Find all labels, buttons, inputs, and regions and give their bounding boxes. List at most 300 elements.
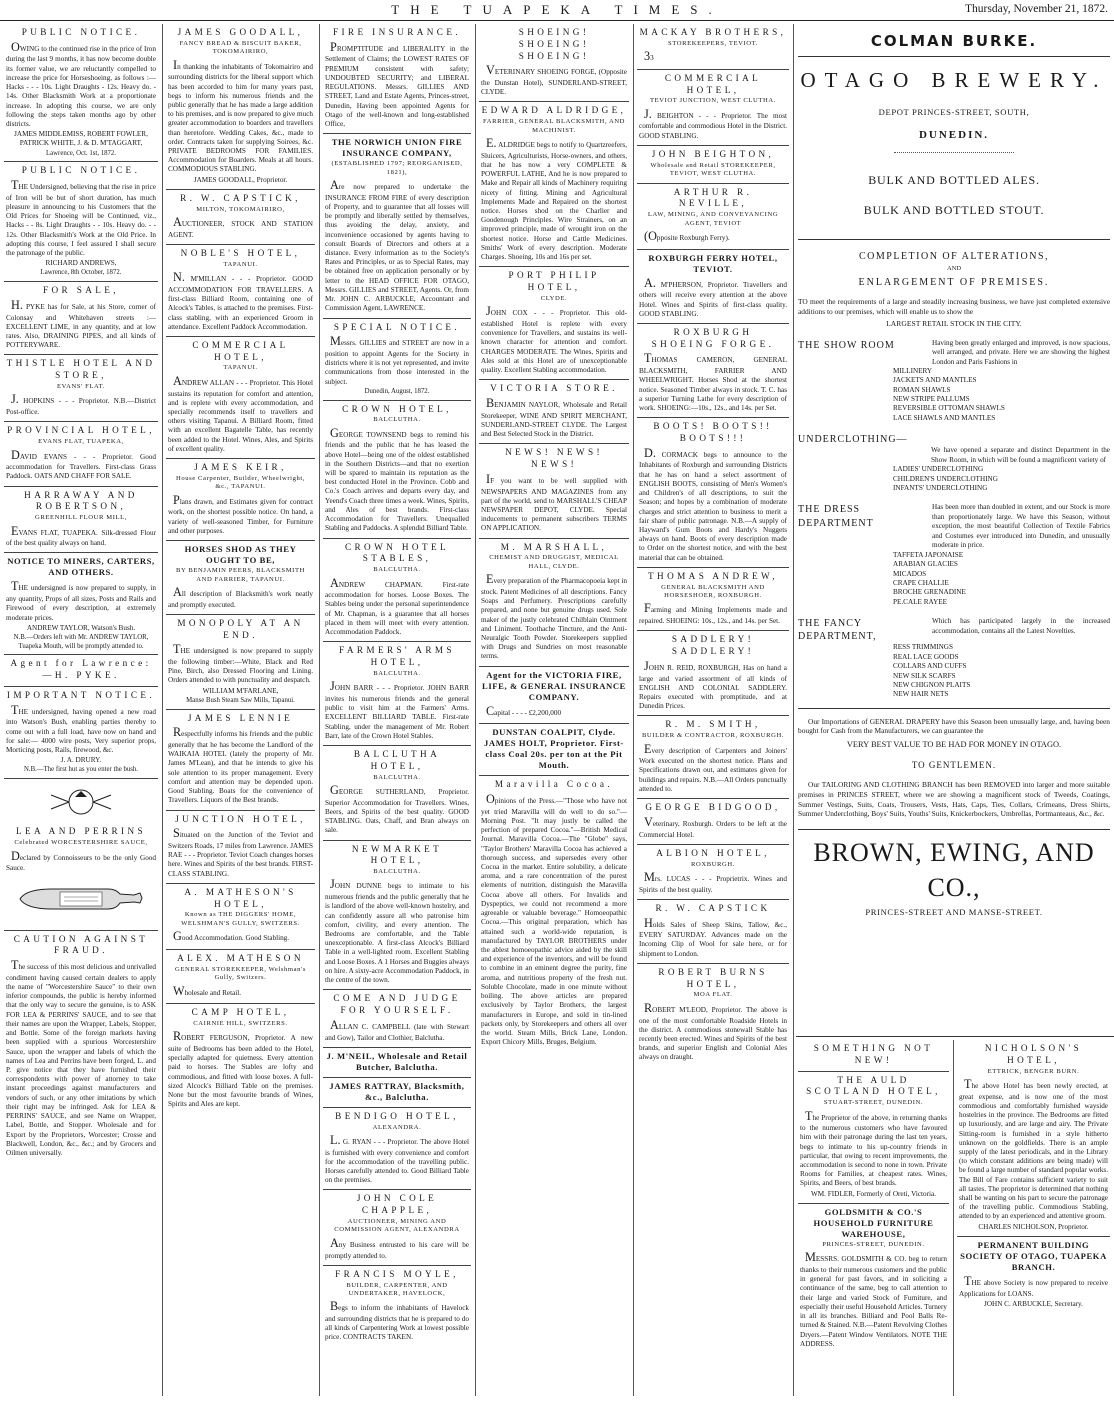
ad-subheading: CAIRNIE HILL, SWITZERS.: [193, 1019, 288, 1027]
enlargement-heading: ENLARGEMENT OF PREMISES.: [858, 276, 1050, 288]
advertisement: [4, 687, 158, 779]
ad-body: Veterinary, Roxburgh. Orders to be left at the Commercial Hotel.: [639, 814, 787, 839]
ad-body: Opinions of the Press.—"Those who have not yet tried Maravilla will do well to do so."—Morning Post. "It may justly be called the perfection of prepared Cocoa."—British Medical Journal. Maravilla Cocoa.—The "Globe" says, "Taylor Brothers' Maravilla Cocoa has achieved a thorough success, and supersedes every other Cocoa in the market. Entire solubility, a delicate aroma, and a rare concentration of the purest elements of nutrition, distinguish the Maravilla Cocoa above all others. For Invalids and Dyspeptics, we could not recommend a more agreeable or valuable beverage." Homoeopathic Cocoa.—This original preparation, which has attained such a world-wide reputation, is manufactured by TAYLOR BROTHERS under the ablest homoeopathic advice aided by the skill and experience of the inventors, and will be found to combine in an eminent degree the purity, fine aroma, and nutritious property of the fresh nut. Soluble Chocolate, made in one minute without boiling. The above articles are prepared exclusively by Taylor Brothers, the largest manufacturers in Europe, and sold in tin-lined packets only, by Storekeepers and others all over the world. Steam Mills, Brick Lane, London. Export Chicory Mills, Bruges, Belgium.: [481, 792, 627, 1047]
underclothing-list: [893, 465, 1110, 493]
ad-body: All description of Blacksmith's work neatly and promptly executed.: [168, 584, 313, 609]
advertisement: [479, 724, 629, 776]
ad-subheading: ETTRICK, BENGER BURN.: [987, 1067, 1080, 1075]
ad-heading: CAMP HOTEL,: [191, 1007, 290, 1018]
ad-heading: SOMETHING NOT NEW!: [813, 1043, 934, 1065]
advertisement: [637, 250, 789, 324]
advertisement: [637, 900, 789, 964]
ad-heading: R. W. CAPSTICK: [655, 902, 771, 913]
advertisement: [323, 1108, 471, 1191]
ad-body: GEORGE SUTHERLAND, Proprietor. Superior Accommodation for Travellers. Wines, Beers, and Spirits of the best quality. GOOD STABLING. Oats, Chaff, and Bran always on sale.: [325, 782, 469, 835]
ad-heading: R. M. SMITH,: [665, 719, 761, 730]
ad-heading: NICHOLSON'S HOTEL,: [984, 1043, 1083, 1065]
advertisement: [479, 539, 629, 667]
ad-heading: Agent for the VICTORIA FIRE, LIFE, & GENERAL INSURANCE COMPANY.: [482, 669, 626, 702]
ad-subheading: BUILDER, CARPENTER, AND UNDERTAKER, HAVELOCK,: [346, 1281, 448, 1297]
advertisement: [323, 1190, 471, 1265]
dress-item: CRAPE CHALLIE: [893, 579, 949, 588]
show-room-item: NEW STRIPE PALLUMS: [893, 395, 970, 404]
advertisement: [637, 146, 789, 184]
ad-subheading: MOA FLAT.: [693, 991, 733, 999]
ad-heading: COME AND JUDGE FOR YOURSELF.: [333, 993, 461, 1016]
advertisement: [637, 418, 789, 568]
advertisement: [479, 24, 629, 102]
ad-heading: FARMERS' ARMS HOTEL,: [339, 645, 455, 668]
ad-body: The above Hotel has been newly erected, at great expense, and is now one of the most commodious and comfortably furnished wayside hostelries in the province. The Bedrooms are fitted up luxuriously, and are large and airy. The Private Sitting-room is furnished in a style hitherto unknown on the goldfields. There is an ample supply of the latest periodicals, and in the Library (to which constant additions are being made) will be found a large number of standard popular works. The Bill of Fare contains sufficient variety to suit all tastes. The proprietor is determined that nothing shall be wanting on his part to secure the patronage of the travelling public. Commodious Stabling, attended to by an experienced and attentive groom.: [959, 1076, 1108, 1221]
ad-body: In thanking the inhabitants of Tokomairiro and surrounding districts for the liberal support which has been accorded to him for many years past, begs to inform his numerous friends and the public generally that he has made a large addition to his premises, and is now prepared to give much greater accommodation to boarders and travellers than heretofore. Wedding Cakes, &c., made to order. Contracts taken for supplying Soirees, &c. PRIVATE BEDROOMS FOR FAMILIES. Accommodation for Boarders. Meals at all hours. COMMODIOUS STABLING.: [168, 57, 313, 174]
show-room-item: MILLINERY: [893, 367, 933, 376]
ad-subheading: Celebrated WORCESTERSHIRE SAUCE,: [14, 839, 148, 847]
ad-subheading: BALCLUTHA.: [373, 416, 421, 424]
ad-signature: JAMES MIDDLEMISS, ROBERT FOWLER, PATRICK WHITE, J. & D. M'TAGGART,: [14, 130, 148, 148]
advertisement: [166, 710, 315, 811]
ad-body: EVANS FLAT, TUAPEKA. Silk-dressed Flour of the best quality always on hand.: [6, 523, 156, 548]
depot-address: DEPOT PRINCES-STREET, SOUTH,: [878, 106, 1030, 117]
advertisement: [637, 24, 789, 70]
ad-heading: J. M'NEIL, Wholesale and Retail Butcher, Balclutha.: [326, 1050, 468, 1072]
ad-body: Capital - - - - £2,200,000: [486, 703, 562, 718]
ad-subheading: CHEMIST AND DRUGGIST, MEDICAL HALL, CLYDE.: [489, 554, 619, 570]
advertisement: [166, 190, 315, 245]
ad-heading: JUNCTION HOTEL,: [175, 813, 306, 824]
ad-body: (Opposite Roxburgh Ferry).: [644, 228, 730, 243]
advertisement: [4, 779, 158, 931]
advertisement: [4, 553, 158, 655]
ad-body: Every preparation of the Pharmacopoeia kept in stock. Patent Medicines of all descriptions. Fancy Soaps and Perfumery. Prescriptions carefully prepared, and none but genuine drugs used. Sole maker of the justly celebrated Chilblain Ointment and Liniment. Toothache Tincture, and the Anti-Neuralgic Tooth Powder. Storekeepers supplied with Drugs and Sundries on most reasonable terms.: [481, 572, 627, 661]
ad-heading: ALBION HOTEL,: [656, 847, 770, 858]
ad-subheading: BALCLUTHA.: [373, 669, 421, 677]
ad-body: THE undersigned is now prepared to supply the following timber:—White, Black and Red Pine, Birch, also Dressed Flooring and Lining. Orders attended to with punctuality and despatch.: [168, 642, 313, 685]
ad-heading: JAMES RATTRAY, Blacksmith, &c., Balclutha.: [329, 1080, 465, 1102]
ad-heading: JAMES KEIR,: [194, 462, 287, 473]
ad-signature: JAMES GOODALL, Proprietor.: [193, 175, 288, 184]
ad-body: Mrs. LUCAS - - - Proprietrix. Wines and Spirits of the best quality.: [639, 869, 787, 894]
ad-heading: BOOTS! BOOTS!! BOOTS!!!: [653, 421, 773, 443]
ad-subheading: LAW, MINING, AND CONVEYANCING AGENT, TEVIOT: [647, 211, 779, 227]
brown-ewing-advertisement: [798, 24, 1110, 1039]
ad-heading: NOBLE'S HOTEL,: [180, 248, 301, 258]
ad-heading: ROXBURGH SHOEING FORGE.: [651, 326, 775, 349]
fancy-item: NEW CHIGNON PLAITS: [893, 680, 971, 689]
advertisement: [479, 667, 629, 725]
ad-body: L. G. RYAN - - - Proprietor. The above Hotel is furnished with every convenience and comfort for the accommodation of the travelling public. Horses carefully attended to. Good Billiard Table on the premises.: [325, 1132, 469, 1185]
fancy-item: RESS TRIMMINGS: [893, 643, 953, 652]
advertisement: [166, 884, 315, 950]
advertisement: [166, 950, 315, 1004]
ad-heading: BALCLUTHA HOTEL,: [353, 749, 441, 771]
ad-signature: RICHARD ANDREWS,: [45, 259, 117, 268]
ad-heading: THE AULD SCOTLAND HOTEL,: [806, 1074, 941, 1097]
ad-subheading: EVANS FLAT, TUAPEKA,: [38, 438, 124, 446]
fancy-item: NEW HAIR NETS: [893, 690, 949, 699]
advertisement: [479, 102, 629, 267]
ad-footer: Lawrence, 8th October, 1872.: [40, 269, 122, 277]
ad-body: THE undersigned, having opened a new road into Watson's Bush, enabling parties thereby to come out with a full load, have now on hand and for sale:— 4000 wire posts, Very superior props, Morticing posts, Rails, firewood, &c.: [6, 702, 156, 754]
ad-subheading: BALCLUTHA.: [373, 773, 421, 781]
advertisement: [637, 568, 789, 632]
underclothing-item: INFANTS' UNDERCLOTHING: [893, 484, 988, 493]
dress-item: TAFFETA JAPONAISE: [893, 550, 964, 559]
ad-signature: JOHN C. ARBUCKLE, Secretary.: [984, 1299, 1083, 1308]
ad-heading: THOMAS ANDREW,: [648, 570, 778, 581]
ad-footer: N.B.—Orders left with Mr. ANDREW TAYLOR, Tuapeka Mouth, will be promptly attended to.: [13, 633, 149, 650]
ad-body: IF you want to be well supplied with NEWSPAPERS AND MAGAZINES from any part of the world, send to MARSHALL'S CHEAP NEWSPAPER DEPOT, CLYDE. Special inducements to permanent subscribers TERMS ON APPLICATION.: [481, 471, 627, 533]
newspaper-title: THE TUAPEKA TIMES.: [391, 2, 723, 17]
dress-item: MICADOS: [893, 569, 927, 578]
ad-subheading: BALCLUTHA.: [373, 868, 421, 876]
ad-heading: DUNSTAN COALPIT, Clyde. JAMES HOLT, Proprietor. First-class Coal 20s. per ton at the Pit Mouth.: [484, 727, 624, 771]
advertisement: [637, 631, 789, 716]
column-rule: [475, 24, 476, 1396]
underclothing-text: We have opened a separate and distinct Department in the Show Room, in which will be found a magnificent variety of: [931, 446, 1110, 464]
advertisement: [4, 487, 158, 554]
ad-body: H. PYKE has for Sale, at his Store, corner of Colonsay and Whitehaven streets :— EXCELLENT LIME, in any quantity, and at low rates. Also, DRAINING PIPES, and all kinds of POTTERYWARE.: [6, 297, 156, 350]
fancy-department-text: Which has participated largely in the increased accommodation, contains all the Latest Novelties.: [932, 617, 1110, 635]
advertisement: [323, 134, 471, 318]
advertisement: [957, 1237, 1110, 1313]
masthead: [0, 0, 1114, 21]
ad-subheading: AUCTIONEER, MINING AND COMMISSION AGENT, ALEXANDRA: [334, 1218, 460, 1234]
ad-heading: M. MARSHALL,: [500, 541, 608, 552]
ad-heading: Agent for Lawrence:—H. PYKE.: [10, 658, 152, 681]
column-5: [637, 24, 789, 1396]
ad-body: ANDREW ALLAN - - - Proprietor. This Hotel sustains its reputation for comfort and attention, and is replete with every accommodation, and specially recommends itself to travellers and others visiting Tapanui. A Billiard Room, fitted with an excellent Bagatelle Table, has recently been added to the Hotel. Wines, Ales, and Spirits of excellent quality.: [168, 373, 313, 453]
ad-heading: PUBLIC NOTICE.: [21, 27, 141, 37]
advertisement: [166, 245, 315, 337]
ad-heading: GOLDSMITH & CO.'S HOUSEHOLD FURNITURE WAREHOUSE,: [813, 1206, 934, 1239]
advertisement: [323, 24, 471, 134]
ad-body: J. BEIGHTON - - - Proprietor. The most comfortable and commodious Hotel in the District. GOOD STABLING.: [639, 106, 787, 140]
dress-list: [893, 551, 1110, 607]
ad-body: THOMAS CAMERON, GENERAL BLACKSMITH, FARRIER AND WHEELWRIGHT. Horses Shod at the shortest notice. Seasoned Timber always in stock. T. C. has a superior Turning Lathe for every description of work. SHOEING:—10s., 12s., and 14s. per Set.: [639, 351, 787, 412]
advertisement: [637, 70, 789, 146]
advertisement: [4, 162, 158, 282]
underclothing-item: CHILDREN'S UNDERCLOTHING: [893, 474, 998, 483]
advertisement: [166, 1004, 315, 1113]
ad-heading: NEWMARKET HOTEL,: [351, 843, 443, 866]
advertisement: [323, 1048, 471, 1078]
ad-body: A. M'PHERSON, Proprietor. Travellers and others will receive every attention at the above Hotel. Wines and Spirits of first-class quality. GOOD STABLING.: [639, 275, 787, 318]
fancy-item: NEW SILK SCARFS: [893, 671, 956, 680]
advertisement: [323, 746, 471, 841]
ad-heading: CAUTION AGAINST FRAUD.: [13, 933, 149, 956]
ad-heading: JOHN BEIGHTON,: [651, 148, 775, 159]
column-4: [479, 24, 629, 1396]
column-2: [166, 24, 315, 1396]
ad-heading: PORT PHILIP HOTEL,: [508, 270, 600, 293]
royal-crest-icon: [6, 785, 156, 822]
show-room-text: Having been greatly enlarged and improved, is now spacious, well arranged, and private. Here we are showing the highest London and Paris Fashions in: [932, 338, 1110, 366]
advertisement: [323, 990, 471, 1047]
ad-body: AUCTIONEER, STOCK AND STATION AGENT.: [168, 215, 313, 239]
advertisement: [4, 655, 158, 687]
ad-heading: FIRE INSURANCE.: [332, 27, 462, 37]
ad-body: The success of this most delicious and unrivalled condiment having caused certain dealers to apply the name of "Worcestershire Sauce" to their own inferior compounds, the public is hereby informed that the only way to secure the genuine, is to ASK FOR LEA & PERRINS' SAUCE, and to see that their names are upon the Wrapper, Labels, Stopper, and Bottle. Some of the foreign markets having been supplied with a spurious Worcestershire Sauce, upon the wrapper and labels of which the names of Lea and Perrins have been forged, L. and P. give notice that they have furnished their correspondents with power of attorney to take instant proceedings against manufacturers and vendors of such, or any other imitations by which their right may be infringed. Ask for LEA & PERRINS' SAUCE, and see Name on Wrapper, Label, Bottle, and Stopper. Wholesale and for Export by the Proprietors, Worcester; Crosse and Blackwell, London, &c., &c.; and by Grocers and Oilmen universally.: [6, 958, 156, 1157]
ad-body: 33: [644, 49, 654, 64]
advertisement: [323, 319, 471, 401]
ad-heading: JAMES GOODALL,: [177, 27, 304, 37]
bulk-stout: BULK AND BOTTLED STOUT.: [863, 203, 1045, 218]
ad-heading: LEA AND PERRINS: [15, 826, 147, 837]
advertisement: [4, 422, 158, 486]
ad-heading: EDWARD ALDRIDGE,: [481, 105, 627, 116]
issue-date: Thursday, November 21, 1872.: [965, 3, 1108, 15]
ad-footer: Lawrence, Oct. 1st, 1872.: [45, 149, 117, 157]
advertisement: [637, 799, 789, 845]
advertisement: [166, 615, 315, 710]
dress-department-heading: THE DRESS DEPARTMENT: [798, 504, 874, 529]
ad-heading: ALEX. MATHESON: [177, 952, 304, 963]
ad-heading: SADDLERY! SADDLERY!: [671, 634, 755, 657]
ad-heading: ARTHUR R. NEVILLE,: [673, 186, 753, 209]
ad-body: JOHN R. REID, ROXBURGH, Has on hand a large and varied assortment of all kinds of ENGLISH AND COLONIAL SADDLERY. Repairs executed with promptitude, and at Dunedin Prices.: [639, 658, 787, 711]
underclothing-heading: UNDERCLOTHING—: [798, 434, 908, 446]
ad-heading: PERMANENT BUILDING SOCIETY OF OTAGO, TUAPEKA BRANCH.: [960, 1239, 1107, 1272]
ad-subheading: EVANS' FLAT.: [56, 382, 106, 390]
ad-footer: Dunedin, August, 1872.: [364, 387, 430, 395]
ad-heading: MACKAY BROTHERS,: [639, 27, 787, 37]
ad-body: DAVID EVANS - - - Proprietor. Good accommodation for Travellers. First-class Grass Paddock. OATS AND CHAFF FOR SALE.: [6, 447, 156, 481]
ad-heading: MONOPOLY AT AN END.: [177, 617, 304, 640]
ad-body: GEORGE TOWNSEND begs to remind his friends and the public that he has leased the above Hotel—being one of the oldest established in the Southern Districts—and that no exertion will be spared to maintain its reputation as the best conducted Hotel in the Province. Cobb and Co.'s Coach arrives and departs every day, and Yeend's Coach three times a week. Wines, Spirits, and Ales of best brands. First-class Accommodation for Travellers. Unequalled Stabling and Paddocks. A splendid Billiard Table.: [325, 425, 469, 533]
ad-body: Every description of Carpenters and Joiners' Work executed on the shortest notice. Plans and Specifications drawn out, and estimates given for buildings and repairs. N.B.—All Orders punctually attended to.: [639, 741, 787, 793]
column-7: [957, 1040, 1110, 1396]
ad-subheading: GENERAL BLACKSMITH AND HORSESHOER, ROXBURGH.: [661, 583, 765, 600]
ad-subheading: GREENHILL FLOUR MILL,: [34, 514, 128, 522]
ad-subheading: BY BENJAMIN PEERS, BLACKSMITH AND FARRIER, TAPANUI.: [176, 567, 305, 583]
advertisement: [323, 1266, 471, 1347]
advertisement: [323, 401, 471, 539]
ad-heading: BENDIGO HOTEL,: [335, 1110, 459, 1121]
advertisement: [637, 845, 789, 900]
ad-heading: FOR SALE,: [42, 285, 120, 296]
ad-heading: COMMERCIAL HOTEL,: [664, 72, 762, 95]
advertisement: [957, 1040, 1110, 1237]
ad-body: Declared by Connoisseurs to be the only Good Sauce.: [6, 848, 156, 873]
advertisement: [166, 459, 315, 541]
ad-heading: SHOEING! SHOEING! SHOEING!: [518, 27, 590, 61]
ad-footer: Manse Bush Steam Saw Mills, Tapanui.: [186, 696, 295, 704]
advertisement: [323, 539, 471, 643]
advertisement: [479, 380, 629, 444]
advertisement: [4, 282, 158, 355]
ad-body: ANDREW CHAPMAN. First-rate accommodation for horses. Loose Boxes. The Stables being under the personal superintendence of Mr. Chapman, is a guarantee that all horses placed in them will meet with every attention. Accommodation Paddock.: [325, 575, 469, 637]
show-room-item: JACKETS AND MANTLES: [893, 376, 977, 385]
ad-body: JOHN BARR - - - Proprietor. JOHN BARR invites his numerous friends and the general public to visit him at the Farmers' Arms. EXCELLENT BILLIARD TABLE. First-rate Stabling, under the management of Mr. Robert Barr, late of the Crown Hotel Stables.: [325, 679, 469, 740]
ad-body: PROMPTITUDE and LIBERALITY in the Settlement of Claims; the LOWEST RATES OF PREMIUM consistent with safety; UNDOUBTED SECURITY; and LIBERAL REGULATIONS. Messrs. GILLIES AND STREET, Land and Estate Agents, Princes-street, Dunedin, Having been appointed Agents for Otago of the well-known and long-established Office,: [325, 39, 469, 128]
ad-heading: CROWN HOTEL STABLES,: [344, 541, 449, 564]
colman-burke-heading: COLMAN BURKE.: [870, 32, 1038, 50]
ad-footer: N.B.—The first hut as you enter the bush.: [23, 766, 139, 774]
show-room-heading: THE SHOW ROOM: [798, 339, 895, 351]
ad-body: Good Accommodation. Good Stabling.: [173, 929, 290, 944]
ad-subheading: TAPANUI.: [223, 364, 258, 372]
ad-heading: GEORGE BIDGOOD,: [645, 802, 781, 813]
dress-item: BROCHE GRENADINE: [893, 588, 966, 597]
column-rule: [319, 24, 320, 1396]
ad-subheading: FARRIER, GENERAL BLACKSMITH, AND MACHINIST.: [482, 118, 626, 134]
ad-signature: WILLIAM M'FARLANE,: [202, 686, 279, 695]
ad-signature: WM. FIDLER, Formerly of Oreti, Victoria.: [811, 1189, 936, 1198]
and-word: AND: [946, 265, 962, 273]
advertisement: [479, 267, 629, 380]
fancy-department-heading: THE FANCY DEPARTMENT,: [798, 618, 877, 643]
to-gentlemen-heading: TO GENTLEMEN.: [911, 760, 997, 771]
advertisement: [166, 811, 315, 884]
ad-subheading: STUART-STREET, DUNEDIN.: [823, 1099, 924, 1107]
column-1: [4, 24, 158, 1396]
fancy-list: [893, 643, 1110, 699]
ad-body: THE Undersigned, believing that the rise in price of Iron will be but of short duration, has much pleasure in announcing to his Customers that the Old Prices for Shoeing will be Continued, viz., Hacks - - 8s. Light Draughts - - 10s. Heavy do. - - 12s. Other Blacksmith's Work at the Old Price. In adopting this course, I feel assured I shall secure the patronage of the public.: [6, 178, 156, 258]
column-3: [323, 24, 471, 1396]
largest-stock: LARGEST RETAIL STOCK IN THE CITY.: [886, 318, 1022, 328]
ad-heading: PUBLIC NOTICE.: [21, 165, 141, 176]
advertisement: [166, 541, 315, 615]
ad-subheading: TEVIOT JUNCTION, WEST CLUTHA.: [649, 97, 776, 105]
ad-subheading: ALEXANDRA.: [372, 1123, 422, 1131]
show-room-item: REVERSIBLE OTTOMAN SHAWLS: [893, 404, 1005, 413]
ad-body: D. CORMACK begs to announce to the Inhabitants of Roxburgh and surrounding Districts that he has on hand a select assortment of ENGLISH BOOTS, consisting of Men's Women's and Children's of all descriptions, to suit the Season; and hopes by a combination of moderate charges and strict attention to business to merit a fair share of public patronage. N.B.—A supply of Hayward's Gum Boots and Hardy's Nuggets always on hand. Boots of every description made to Order on the shortest notice, and with the best material that can be obtained.: [639, 445, 787, 562]
ad-body: Begs to inform the inhabitants of Havelock and surrounding districts that he is prepared to do all kinds of Carpentering Work at lowest possible price. CONTRACTS TAKEN.: [325, 1299, 469, 1342]
column-rule: [953, 1040, 954, 1396]
show-room-list: [893, 367, 1110, 423]
advertisement: [166, 24, 315, 190]
ad-heading: CROWN HOTEL,: [342, 403, 452, 414]
ad-body: Situated on the Junction of the Teviot and Switzers Roads, 17 miles from Lawrence. JAMES RAE - - - Proprietor. Teviot Coach changes horses here. Wines and Spirits of the best brands. FIRST-CLASS STABLING.: [168, 826, 313, 878]
ad-body: Farming and Mining Implements made and repaired. SHOEING: 10s., 12s., and 14s. per Set.: [639, 601, 787, 626]
ad-subheading: TAPANUI.: [223, 260, 258, 268]
ad-heading: FRANCIS MOYLE,: [335, 1268, 459, 1279]
ad-body: N. M'MILLAN - - - Proprietor. GOOD ACCOMMODATION FOR TRAVELLERS. A first-class Billiard Room, containing one of Alcock's Tables, is attached to the premises. First-class stabling, with an experienced Groom in attendance. Excellent Paddock Accommodation.: [168, 270, 313, 331]
ad-heading: R. W. CAPSTICK,: [180, 192, 301, 203]
ad-subheading: CLYDE.: [540, 294, 568, 302]
fancy-item: COLLARS AND CUFFS: [893, 662, 967, 671]
advertisement: [323, 1078, 471, 1108]
bulk-ales: BULK AND BOTTLED ALES.: [868, 173, 1040, 188]
ad-body: Plans drawn, and Estimates given for contract work, on the shortest possible notice. On hand, a variety of well-seasoned Timber, for Furniture and other purposes.: [168, 492, 313, 535]
ad-subheading: PRINCES-STREET, DUNEDIN.: [822, 1240, 925, 1248]
ad-heading: JOHN COLE CHAPPLE,: [356, 1193, 438, 1216]
column-rule: [162, 24, 163, 1396]
ad-body: Wholesale and Retail.: [173, 983, 242, 998]
ad-signature: CHARLES NICHOLSON, Proprietor.: [978, 1222, 1089, 1231]
ad-subheading: Wholesale and Retail STOREKEEPER, TEVIOT, WEST CLUTHA.: [650, 161, 776, 178]
fancy-item: REAL LACE GOODS: [893, 652, 959, 661]
ad-subheading: STOREKEEPERS, TEVIOT.: [667, 39, 759, 47]
advertisement: [798, 1040, 949, 1072]
ad-heading: HORSES SHOD AS THEY OUGHT TO BE,: [184, 544, 297, 566]
ad-subheading: Known as THE DIGGERS' HOME, WELSHMAN'S GULLY, SWITZERS.: [181, 911, 300, 927]
ad-subheading: FANCY BREAD & BISCUIT BAKER, TOKOMAIRIRO,: [179, 39, 302, 56]
advertisement: [637, 324, 789, 418]
show-room-item: ROMAN SHAWLS: [893, 385, 951, 394]
ad-subheading: (ESTABLISHED 1797; REORGANISED, 1821),: [331, 160, 463, 176]
brown-ewing-address: PRINCES-STREET AND MANSE-STREET.: [865, 906, 1043, 917]
brown-ewing-heading: BROWN, EWING, AND CO.,: [813, 838, 1095, 902]
advertisement: [637, 964, 789, 1067]
ad-body: The Proprietor of the above, in returning thanks to the numerous customers who have favoured him with their patronage during the last ten years, begs to intimate to his up-country friends in particular, that owing to recent improvements, the accommodation is second to none in town. Private Rooms for Families, at cheapest rates. Wines, Spirits, and Beers, of best brands.: [800, 1108, 947, 1188]
column-rule: [633, 24, 634, 1396]
ad-heading: SPECIAL NOTICE.: [333, 321, 461, 332]
advertisement: [798, 1072, 949, 1204]
ad-signature: ANDREW TAYLOR, Watson's Bush.: [26, 623, 136, 632]
ad-body: ROBERT FERGUSON, Proprietor. A new suite of Bedrooms has been added to the Hotel, specially adapted for quietness. Every attention paid to horses. The Stables are lofty and commodious, and fitted with loose boxes. A full-sized Alcock's Billiard Table on the premises. None but the most favourite brands of Wines, Spirits and Ales are kept.: [168, 1029, 313, 1109]
ad-body: J. HOPKINS - - - Proprietor. N.B.—District Post-office.: [6, 392, 156, 417]
ad-heading: HARRAWAY AND ROBERTSON,: [24, 489, 138, 512]
section-rule: [796, 1036, 1114, 1037]
ad-heading: JAMES LENNIE: [187, 712, 294, 723]
ad-heading: NEWS! NEWS! NEWS!: [505, 447, 603, 470]
column-rule: [793, 24, 794, 1396]
advertisement: [637, 184, 789, 250]
dress-department-text: Has been more than doubled in extent, and our Stock is more than proportionately large. We have this Season, without exception, the most beautiful Collection of Textile Fabrics and Costumes ever introduced into Dunedin, and unusually moderate in price.: [932, 503, 1110, 550]
ad-subheading: BALCLUTHA.: [373, 566, 421, 574]
ad-heading: NOTICE TO MINERS, CARTERS, AND OTHERS.: [7, 556, 155, 578]
ad-heading: THISTLE HOTEL AND STORE,: [6, 358, 156, 381]
ad-body: THE above Society is now prepared to receive Applications for LOANS.: [959, 1273, 1108, 1298]
importations-text: Our Importations of GENERAL DRAPERY have this Season been unusually large, and, having been bought for Cash from the Manufacturers, we can guarantee the: [798, 716, 1110, 736]
ad-subheading: House Carpenter, Builder, Wheelwright, &c., TAPANUI.: [175, 474, 306, 491]
best-value-line: VERY BEST VALUE TO BE HAD FOR MONEY IN OTAGO.: [846, 740, 1062, 750]
dress-item: ARABIAN GLACIES: [893, 560, 958, 569]
dunedin-heading: DUNEDIN.: [918, 128, 990, 141]
ad-heading: Maravilla Cocoa.: [494, 779, 614, 790]
advertisement: [4, 24, 158, 162]
advertisement: [4, 931, 158, 1163]
ad-subheading: ROXBURGH.: [690, 860, 736, 868]
advertisement: [637, 716, 789, 799]
ad-heading: COMMERCIAL HOTEL,: [192, 339, 289, 362]
advertisement: [479, 444, 629, 538]
ad-body: JOHN DUNNE begs to intimate to his numerous friends and the public generally that he is landlord of the above well-known hostelry, and can confidently assure all who patronise him comfort, civility, and every attention. The Bedrooms are comfortable, and the Table unexceptionable. A first-class Alcock's Billiard Table in a well-lighted room. Excellent Stabling and Loose Boxes. A 1 Horses and Buggies always on hire. A sixty-acre Accommodation Paddock, in the centre of the town.: [325, 877, 469, 985]
ad-body: ALLAN C. CAMPBELL (late with Stewart and Gow), Tailor and Clothier, Balclutha.: [325, 1017, 469, 1042]
advertisement: [323, 841, 471, 991]
ad-body: Are now prepared to undertake the INSURANCE FROM FIRE of every description of Property, and to guarantee that all losses will be promptly and liberally settled by themselves, thus avoiding the delay, anxiety, and inconvenience occasioned by agents having to consult Boards of Directors and others at a distance. Every information as to the Society's Rates and Principles, or as to Special Rates, may be obtained free on application personally or by letter to the HEAD OFFICE FOR OTAGO, Messrs. GILLIES and STREET, Agents. Or, from Mr. JOHN C. ARBUCKLE, Accountant and Commission Agent, LAWRENCE.: [325, 178, 469, 313]
show-room-item: LACE SHAWLS AND MANTLES: [893, 413, 996, 422]
ad-heading: PROVINCIAL HOTEL,: [7, 425, 155, 436]
advertisement: [323, 642, 471, 746]
advertisement: [798, 1204, 949, 1353]
ad-subheading: BUILDER & CONTRACTOR, ROXBURGH.: [641, 732, 785, 740]
advertisement: [479, 776, 629, 1051]
ad-heading: THE NORWICH UNION FIRE INSURANCE COMPANY,: [331, 137, 463, 159]
ad-signature: J. A. DRURY.: [60, 756, 102, 765]
ad-subheading: MILTON, TOKOMAIRIRO,: [196, 205, 285, 213]
ad-body: Holds Sales of Sheep Skins, Tallow, &c., EVERY SATURDAY. Advances made on the Incoming Clip of Wool for sale here, or for shipment to London.: [639, 915, 787, 958]
ad-body: OWING to the continued rise in the price of Iron during the last 9 months, it has now become double its former value, we are reluctantly compelled to increase the price for Horseshoeing, as follows :— Hacks - - - 10s. Light Draughts - 12s. Heavy do. - 14s. Other Blacksmith Work at a proportionate increase. In adopting this course, we are only following the steps taken months ago by other districts.: [6, 39, 156, 128]
ad-body: JOHN COX - - - Proprietor. This old-established Hotel is replete with every convenience for Travellers, and sustains its well-known character for attention and comfort. CHARGES MODERATE. The Wines, Spirits and Ales sold at this Hotel are of unexceptionable quality. Excellent Stabling accommodation.: [481, 304, 627, 375]
intro-text: TO meet the requirements of a large and steadily increasing business, we have just completed extensive additions to our premises, which will enable us to show the: [798, 296, 1110, 316]
ad-heading: IMPORTANT NOTICE.: [6, 689, 156, 700]
tailoring-text: Our TAILORING AND CLOTHING BRANCH has been REMOVED into larger and more suitable premises in PRINCES STREET, where we are showing a magnificent stock of Tweeds, Coatings, Summer Vestings, Suits, Coats, Trousers, Vests, Hats, Caps, Ties, Collars, Crimeans, Dress Shirts, Summer Underclothing, Boys' Suits, Youths' Suits, Knickerbockers, Umbrellas, Portmanteaus, &c., &c.: [798, 780, 1110, 819]
ad-body: Messrs. GILLIES and STREET are now in a position to appoint Agents for the Society in districts where it is not yet represented, and invite communications from those interested in the subject.: [325, 334, 469, 386]
completion-heading: COMPLETION OF ALTERATIONS,: [858, 251, 1050, 263]
column-6: [798, 1040, 949, 1396]
advertisement: [166, 337, 315, 459]
ad-body: Any Business entrusted to his care will be promptly attended to.: [325, 1235, 469, 1260]
ad-heading: ROXBURGH FERRY HOTEL, TEVIOT.: [648, 252, 778, 274]
underclothing-item: LADIES' UNDERCLOTHING: [893, 465, 984, 474]
ad-subheading: GENERAL STOREKEEPER, Welshman's Gully, Switzers.: [174, 965, 307, 982]
ad-body: E. ALDRIDGE begs to notify to Quartzreefers, Sluicers, Agriculturists, Horse-owners, and others, that he has now a very COMPLETE & POWERFUL LATHE, And he is now prepared to Make and Repair all kinds of Machinery requiring nicety of fitting. Mining and Agricultural Implements Made and Repaired on the shortest notice. Horses shod on the Charlier and Goodenough Principles. Wire Strainers, on an improved principle, made of wrought iron on the shortest notice. Horse and Cattle Medicines. Smiths' Work of every description. Moderate Charges. Shoeing, 10s and 16s per set.: [481, 136, 627, 262]
ad-heading: A. MATHESON'S HOTEL,: [184, 886, 297, 909]
ad-body: THE undersigned is now prepared to supply, in any quantity, Props of all sizes, Posts and Rails and Firewood of every description, at extremely moderate prices.: [6, 579, 156, 622]
sauce-bottle-illustration: [6, 877, 156, 922]
